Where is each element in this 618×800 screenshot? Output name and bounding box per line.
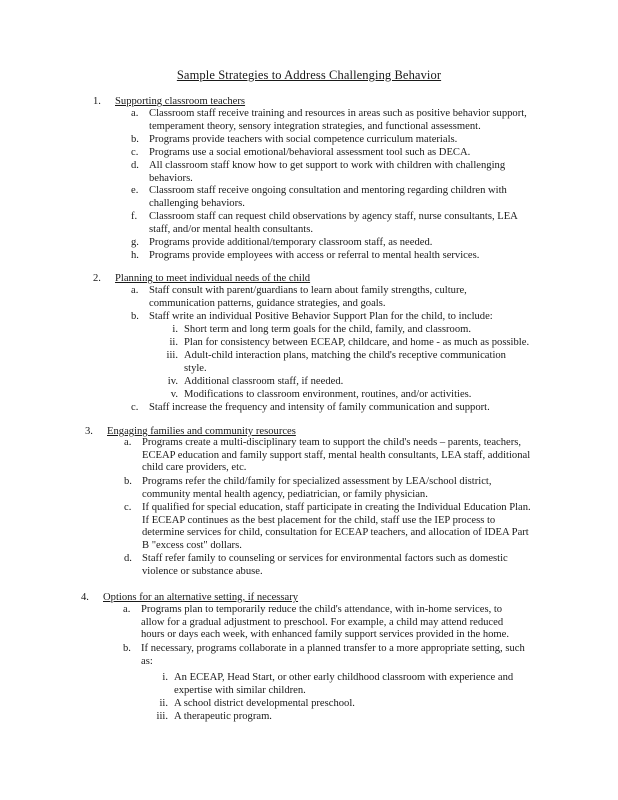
list-item: c. If qualified for special education, staff participate in creating the Individual Education Plan. If ECEAP continues as the best placement for the child, staff use the IEP process to determine services for child, consultation for ECEAP teachers, and allocation of IDEA Part B "excess cost" dollars. bbox=[124, 502, 531, 551]
list-item: a. Classroom staff receive training and resources in areas such as positive behavior support, temperament theory, sensory integration strategies, and functional assessment. bbox=[131, 108, 527, 132]
list-item: a. Programs plan to temporarily reduce the child's attendance, with in-home services, to allow for a gradual adjustment to preschool. For example, a child may attend reduced hours or days each week, with enhanced family support services provided in the home. bbox=[123, 604, 510, 641]
section-heading bbox=[93, 272, 310, 285]
list-item: a. Staff consult with parent/guardians to learn about family strengths, culture, communication patterns, guidance strategies, and goals. bbox=[131, 285, 467, 309]
list-item: d. All classroom staff know how to get support to work with children with challenging behaviors. bbox=[131, 160, 506, 184]
list-item: b. Programs provide teachers with social competence curriculum materials. bbox=[131, 134, 458, 145]
sub-list-item: i. An ECEAP, Head Start, or other early childhood classroom with experience and expertise with similar children. bbox=[162, 672, 514, 696]
section-heading bbox=[81, 591, 298, 604]
section-number: 1. bbox=[93, 96, 101, 107]
sub-list-item: ii. A school district developmental preschool. bbox=[159, 698, 355, 709]
list-item: e. Classroom staff receive ongoing consultation and mentoring regarding children with challenging behaviors. bbox=[131, 185, 507, 209]
section-title: Planning to meet individual needs of the child bbox=[115, 273, 311, 284]
list-item: h. Programs provide employees with access or referral to mental health services. bbox=[131, 250, 480, 261]
section-number: 3. bbox=[85, 426, 93, 437]
document-title: Sample Strategies to Address Challenging Behavior bbox=[176, 68, 442, 82]
section-title: Supporting classroom teachers bbox=[115, 96, 246, 107]
section-heading bbox=[93, 95, 245, 108]
list-item: b. If necessary, programs collaborate in a planned transfer to a more appropriate setting, such as: bbox=[123, 643, 525, 667]
sub-list-item: ii. Plan for consistency between ECEAP, childcare, and home - as much as possible. bbox=[169, 337, 530, 348]
list-item: a. Programs create a multi-disciplinary team to support the child's needs – parents, teachers, ECEAP education and family support staff, mental health consultants, LEA staff, additional child care providers, etc. bbox=[124, 437, 531, 474]
list-item: f. Classroom staff can request child observations by agency staff, nurse consultants, LEA staff, and/or mental health consultants. bbox=[131, 211, 518, 235]
list-item: c. Programs use a social emotional/behavioral assessment tool such as DECA. bbox=[131, 147, 471, 158]
list-item: b. Staff write an individual Positive Behavior Support Plan for the child, to include: bbox=[131, 311, 493, 322]
section-number: 2. bbox=[93, 273, 101, 284]
sub-list-item: i. Short term and long term goals for the child, family, and classroom. bbox=[172, 324, 472, 335]
section-title: Engaging families and community resources bbox=[107, 426, 296, 437]
section-number: 4. bbox=[81, 592, 89, 603]
sub-list-item: iv. Additional classroom staff, if needed. bbox=[167, 376, 344, 387]
section-title: Options for an alternative setting, if necessary bbox=[103, 592, 299, 603]
sub-list-item: iii. A therapeutic program. bbox=[156, 711, 272, 722]
sub-list-item: iii. Adult-child interaction plans, matching the child's receptive communication style. bbox=[166, 350, 506, 374]
list-item: g. Programs provide additional/temporary classroom staff, as needed. bbox=[131, 237, 433, 248]
sub-list-item: v. Modifications to classroom environment, routines, and/or activities. bbox=[170, 389, 472, 400]
list-item: b. Programs refer the child/family for specialized assessment by LEA/school district, community mental health agency, pediatrician, or family physician. bbox=[124, 476, 492, 500]
list-item: d. Staff refer family to counseling or services for environmental factors such as domestic violence or substance abuse. bbox=[124, 553, 508, 577]
list-item: c. Staff increase the frequency and intensity of family communication and support. bbox=[131, 402, 490, 413]
